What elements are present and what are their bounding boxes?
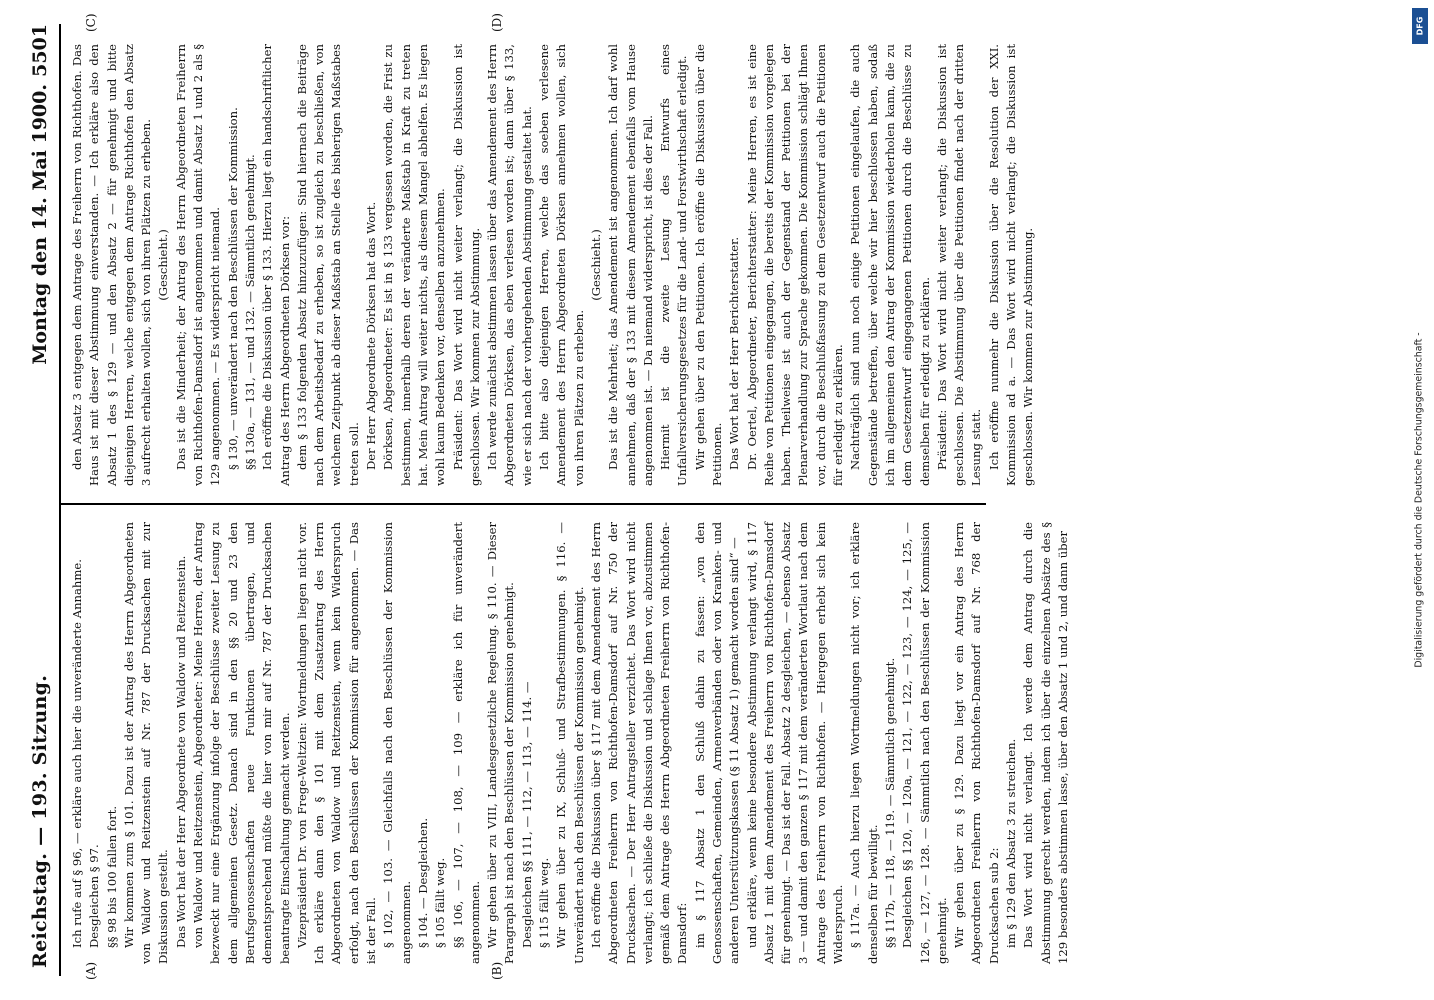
paragraph: § 130, — unverändert nach den Beschlüssen der Kommission. [225, 107, 240, 470]
paragraph: Das Wort hat der Herr Berichterstatter. [727, 236, 742, 470]
paragraph: Ich eröffne nunmehr die Diskussion über die Resolution der XXI. Kommission ad a. — Das Wort wird nicht verlangt; die Diskussion ist geschlossen. Wir kommen zur Abstimmung. [986, 44, 1036, 486]
paragraph: § 104. — Desgleichen. [415, 817, 430, 948]
header-session: Reichstag. — 193. Sitzung. [29, 674, 51, 968]
paragraph: Vizepräsident Dr. von Frege-Weltzien: Wortmeldungen liegen nicht vor. Ich erkläre dann den § 101 mit dem Zusatzantrag des Herrn Abgeordneten von Waldow und Reitzenstein, wenn kein Widerspruch erfolgt, nach den Beschlüssen der Kommission für angenommen. — Das ist der Fall. [294, 522, 379, 964]
paragraph: den Absatz 3 entgegen dem Antrage des Freiherrn von Richthofen. Das Haus ist mit dieser Abstimmung einverstanden. — Ich erkläre also den Absatz 1 des § 129 — und den Absatz 2 — für genehmigt und bitte diejenigen Herren, welche entgegen dem Antrage Richthofen den Absatz 3 aufrecht erhalten wollen, sich von ihren Plätzen zu erheben. [70, 44, 154, 486]
paragraph: Ich eröffne die Diskussion über § 133. Hierzu liegt ein handschriftlicher Antrag des Herrn Abgeordneten Dörksen vor: [260, 44, 292, 486]
paragraph: Wir gehen über zu § 129. Dazu liegt vor ein Antrag des Herrn Abgeordneten Freiherrn von Richthofen-Damsdorf auf Nr. 768 der Drucksachen sub 2: [952, 522, 1001, 964]
paragraph: von Waldow und Reitzenstein, Abgeordneter: Meine Herren, der Antrag bezweckt nur eine Ergänzung infolge der Beschlüsse zweiter Lesung zu dem allgemeinen Gesetz. Danach sind in den §§ 20 und 23 den Berufsgenossenschaften neue Funktionen übertragen, und dementsprechend müßte die hier von mir auf Nr. 787 der Drucksachen beantragte Einschaltung gemacht werden. [191, 522, 292, 964]
paragraph: § 105 fällt weg. [433, 857, 448, 948]
margin-marker-c: (C) [84, 13, 98, 32]
paragraph: §§ 130a, — 131, — und 132. — Sämmtlich genehmigt. [242, 154, 257, 470]
paragraph: Dörksen, Abgeordneter: Es ist in § 133 vergessen worden, die Frist zu bestimmen, innerhalb deren der veränderte Maßstab in Kraft zu treten hat. Mein Antrag will weiter nichts, als diesem Mangel abhelfen. Es liegen wohl kaum Bedenken vor, denselben anzunehmen. [381, 44, 448, 486]
paragraph: Ich bitte also diejenigen Herren, welche das soeben verlesene Amendement des Herrn Abgeordneten Dörksen annehmen wollen, sich von ihren Plätzen zu erheben. [537, 44, 586, 486]
margin-marker-d: (D) [490, 13, 504, 32]
dfg-logo: DFG [1412, 8, 1428, 44]
margin-marker-b: (B) [490, 961, 504, 980]
paragraph: Desgleichen §§ 111, — 112, — 113, — 114. — [519, 681, 534, 948]
paragraph: Der Herr Abgeordnete Dörksen hat das Wort. [364, 201, 379, 470]
paragraph: §§ 117b, — 118, — 119. — Sämmtlich genehmigt. [882, 657, 897, 948]
paragraph: (Geschieht.) [156, 229, 171, 301]
paragraph: Desgleichen §§ 120, — 120a, — 121, — 122, — 123, — 124, — 125, — 126, — 127, — 128. — Sämmtlich nach den Beschlüssen der Kommission genehmigt. [900, 522, 949, 964]
paragraph: Präsident: Das Wort wird nicht weiter verlangt; die Diskussion ist geschlossen. Die Abstimmung über die Petitionen findet nach der dritten Lesung statt. [934, 44, 984, 486]
paragraph: Präsident: Das Wort wird nicht weiter verlangt; die Diskussion ist geschlossen. Wir kommen zur Abstimmung. [450, 44, 482, 486]
paragraph: Dr. Oertel, Abgeordneter, Berichterstatter: Meine Herren, es ist eine Reihe von Petitionen eingegangen, die bereits der Kommission vorgelegen haben. Theilweise ist auch der Gegenstand der Petitionen bei der Plenarverhandlung zur Sprache gekommen. Die Kommission schlägt Ihnen vor, durch die Beschlußfassung zu dem Gesetzentwurf auch die Petitionen für erledigt zu erklären. [744, 44, 846, 486]
paragraph: im § 117 Absatz 1 den Schluß dahin zu fassen: „von den Genossenschaften, Gemeinden, Armenverbänden oder von Kranken- und anderen Unterstützungskassen (§ 11 Absatz 1) gemacht worden sind“ — [692, 522, 742, 964]
paragraph: Das ist die Minderheit; der Antrag des Herrn Abgeordneten Freiherrn von Richthofen-Damsdorf ist angenommen und damit Absatz 1 und 2 als § 129 angenommen. — Es widerspricht niemand. [173, 44, 223, 486]
paragraph: im § 129 den Absatz 3 zu streichen. [1004, 738, 1019, 948]
paragraph: Hiermit ist die zweite Lesung des Entwurfs eines Unfallversicherungsgesetzes für die Land- und Forstwirthschaft erledigt. [658, 44, 690, 486]
credit-text: Digitalisierung gefördert durch die Deutsche Forschungsgemeinschaft - [1413, 332, 1425, 668]
paragraph: Ich rufe auf § 96, — erkläre auch hier die unveränderte Annahme. [70, 559, 84, 948]
paragraph: § 117a. — Auch hierzu liegen Wortmeldungen nicht vor; ich erkläre denselben für bewilligt. [848, 522, 880, 964]
paragraph: § 115 fällt weg. [537, 857, 552, 948]
margin-marker-a: (A) [84, 961, 98, 980]
paragraph: und erkläre, wenn keine besondere Abstimmung verlangt wird, § 117 Absatz 1 mit dem Amendement des Freiherrn von Richthofen-Damsdorf für genehmigt. — Das ist der Fall. Absatz 2 desgleichen, — ebenso Absatz 3 — und damit den ganzen § 117 mit dem veränderten Wortlaut nach dem Antrage des Freiherrn von Richthofen. — Hiergegen erhebt sich kein Widerspruch. [744, 522, 846, 964]
paragraph: Das Wort hat der Herr Abgeordnete von Waldow und Reitzenstein. [173, 555, 188, 948]
paragraph: §§ 98 bis 100 fallen fort. [104, 805, 119, 948]
header-date: Montag den 14. Mai 1900. [29, 84, 51, 365]
paragraph: Das Wort wird nicht verlangt. Ich werde dem Antrag durch die Abstimmung gerecht werden, indem ich über die einzelnen Absätze des § 129 besonders abstimmen lasse, über den Absatz 1 und 2, und dann über [1021, 522, 1070, 964]
column-divider [61, 503, 986, 505]
running-header [25, 24, 61, 976]
paragraph: Ich eröffne die Diskussion über § 117 mit dem Amendement des Herrn Abgeordneten Freiherrn von Richthofen-Damsdorf auf Nr. 750 der Drucksachen. — Der Herr Antragsteller verzichtet. Das Wort wird nicht verlangt; ich schließe die Diskussion und schlage Ihnen vor, abzustimmen gemäß dem Antrage des Herrn Abgeordneten Freiherrn von Richthofen-Damsdorf: [588, 522, 690, 964]
right-column [69, 13, 1038, 486]
paragraph: dem § 133 folgenden Absatz hinzuzufügen: Sind hiernach die Beiträge nach dem Arbeitsbedarf zu erheben, so ist zugleich zu beschließen, von welchem Zeitpunkt ab dieser Maßstab an Stelle des bisherigen Maßstabes treten soll. [294, 44, 361, 486]
paragraph: Das ist die Mehrheit; das Amendement ist angenommen. Ich darf wohl annehmen, daß der § 133 mit diesem Amendement ebenfalls vom Hause angenommen ist. — Da niemand widerspricht, ist dies der Fall. [606, 44, 655, 486]
paragraph: Desgleichen § 97. [87, 844, 102, 948]
paragraph: Ich werde zunächst abstimmen lassen über das Amendement des Herrn Abgeordneten Dörksen, das eben verlesen worden ist; dann über § 133, wie er sich nach der vorhergehenden Abstimmung gestaltet hat. [485, 44, 534, 486]
rotated-page [15, 14, 1419, 986]
paragraph: Wir gehen über zu IX, Schluß- und Strafbestimmungen. § 116. — Unverändert nach den Beschlüssen der Kommission genehmigt. [554, 522, 586, 964]
paragraph: §§ 106, — 107, — 108, — 109 — erkläre ich für unverändert angenommen. [450, 522, 482, 964]
paragraph: Wir gehen über zu VIII, Landesgesetzliche Regelung. § 110. — Dieser Paragraph ist nach den Beschlüssen der Kommission genehmigt. [485, 522, 517, 964]
left-column [69, 522, 1072, 980]
paragraph: § 102, — 103. — Gleichfalls nach den Beschlüssen der Kommission angenommen. [381, 522, 413, 964]
paragraph: Nachträglich sind nun noch einige Petitionen eingelaufen, die auch Gegenstände betreffen, über welche wir hier beschlossen haben, sodaß ich im allgemeinen den Antrag der Kommission wiederholen kann, die zu dem Gesetzentwurf eingegangenen Petitionen durch die Beschlüsse zu demselben für erledigt zu erklären. [848, 44, 932, 486]
digitization-credit [1411, 50, 1427, 950]
paragraph: Wir gehen über zu den Petitionen. Ich eröffne die Diskussion über die Petitionen. [692, 44, 724, 486]
paragraph: (Geschieht.) [588, 229, 603, 301]
page-number: 5501 [29, 24, 51, 77]
paragraph: Wir kommen zum § 101. Dazu ist der Antrag des Herrn Abgeordneten von Waldow und Reitzenstein auf Nr. 787 der Drucksachen mit zur Diskussion gestellt. [121, 522, 171, 964]
